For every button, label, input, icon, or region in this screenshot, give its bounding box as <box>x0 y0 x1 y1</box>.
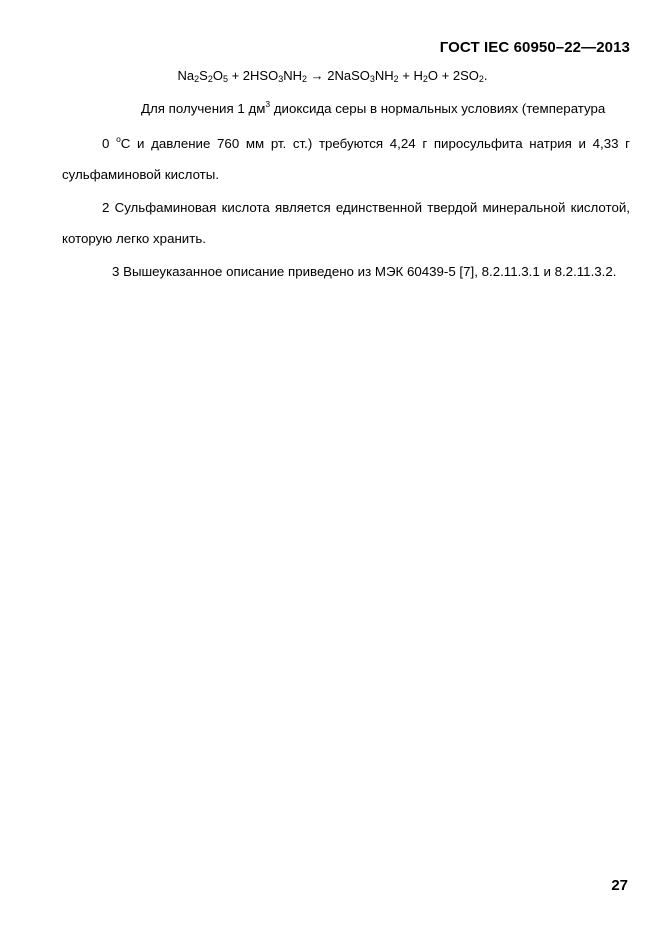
page-number: 27 <box>611 877 628 894</box>
paragraph-3-line-1: 3 Вышеуказанное описание приведено из МЭК 60439-5 [7], 8.2.11.3.1 и 8.2.11.3.2. <box>112 264 617 279</box>
paragraph-1-line-2: 0 $^о$С и давление 760 мм рт. ст.) требуются 4,24 г пиросульфита натрия и 4,33 г <box>102 134 630 151</box>
paragraph-1-line-3: сульфаминовой кислоты. <box>62 167 220 182</box>
paragraph-2-line-2: которую легко хранить. <box>62 231 206 246</box>
chemical-equation: $Na_2S_2O_5 + 2HSO_3NH_2$ → $2NaSO_3NH_2 + H_2O + 2SO_2$. <box>177 68 488 84</box>
document-header: ГОСТ IEC 60950–22—2013 <box>439 39 630 56</box>
paragraph-1-line-1: Для получения 1 $дм^3$ диоксида серы в нормальных условиях (температура <box>141 99 606 116</box>
paragraph-2-line-1: 2 Сульфаминовая кислота является единственной твердой минеральной кислотой, <box>102 200 630 215</box>
